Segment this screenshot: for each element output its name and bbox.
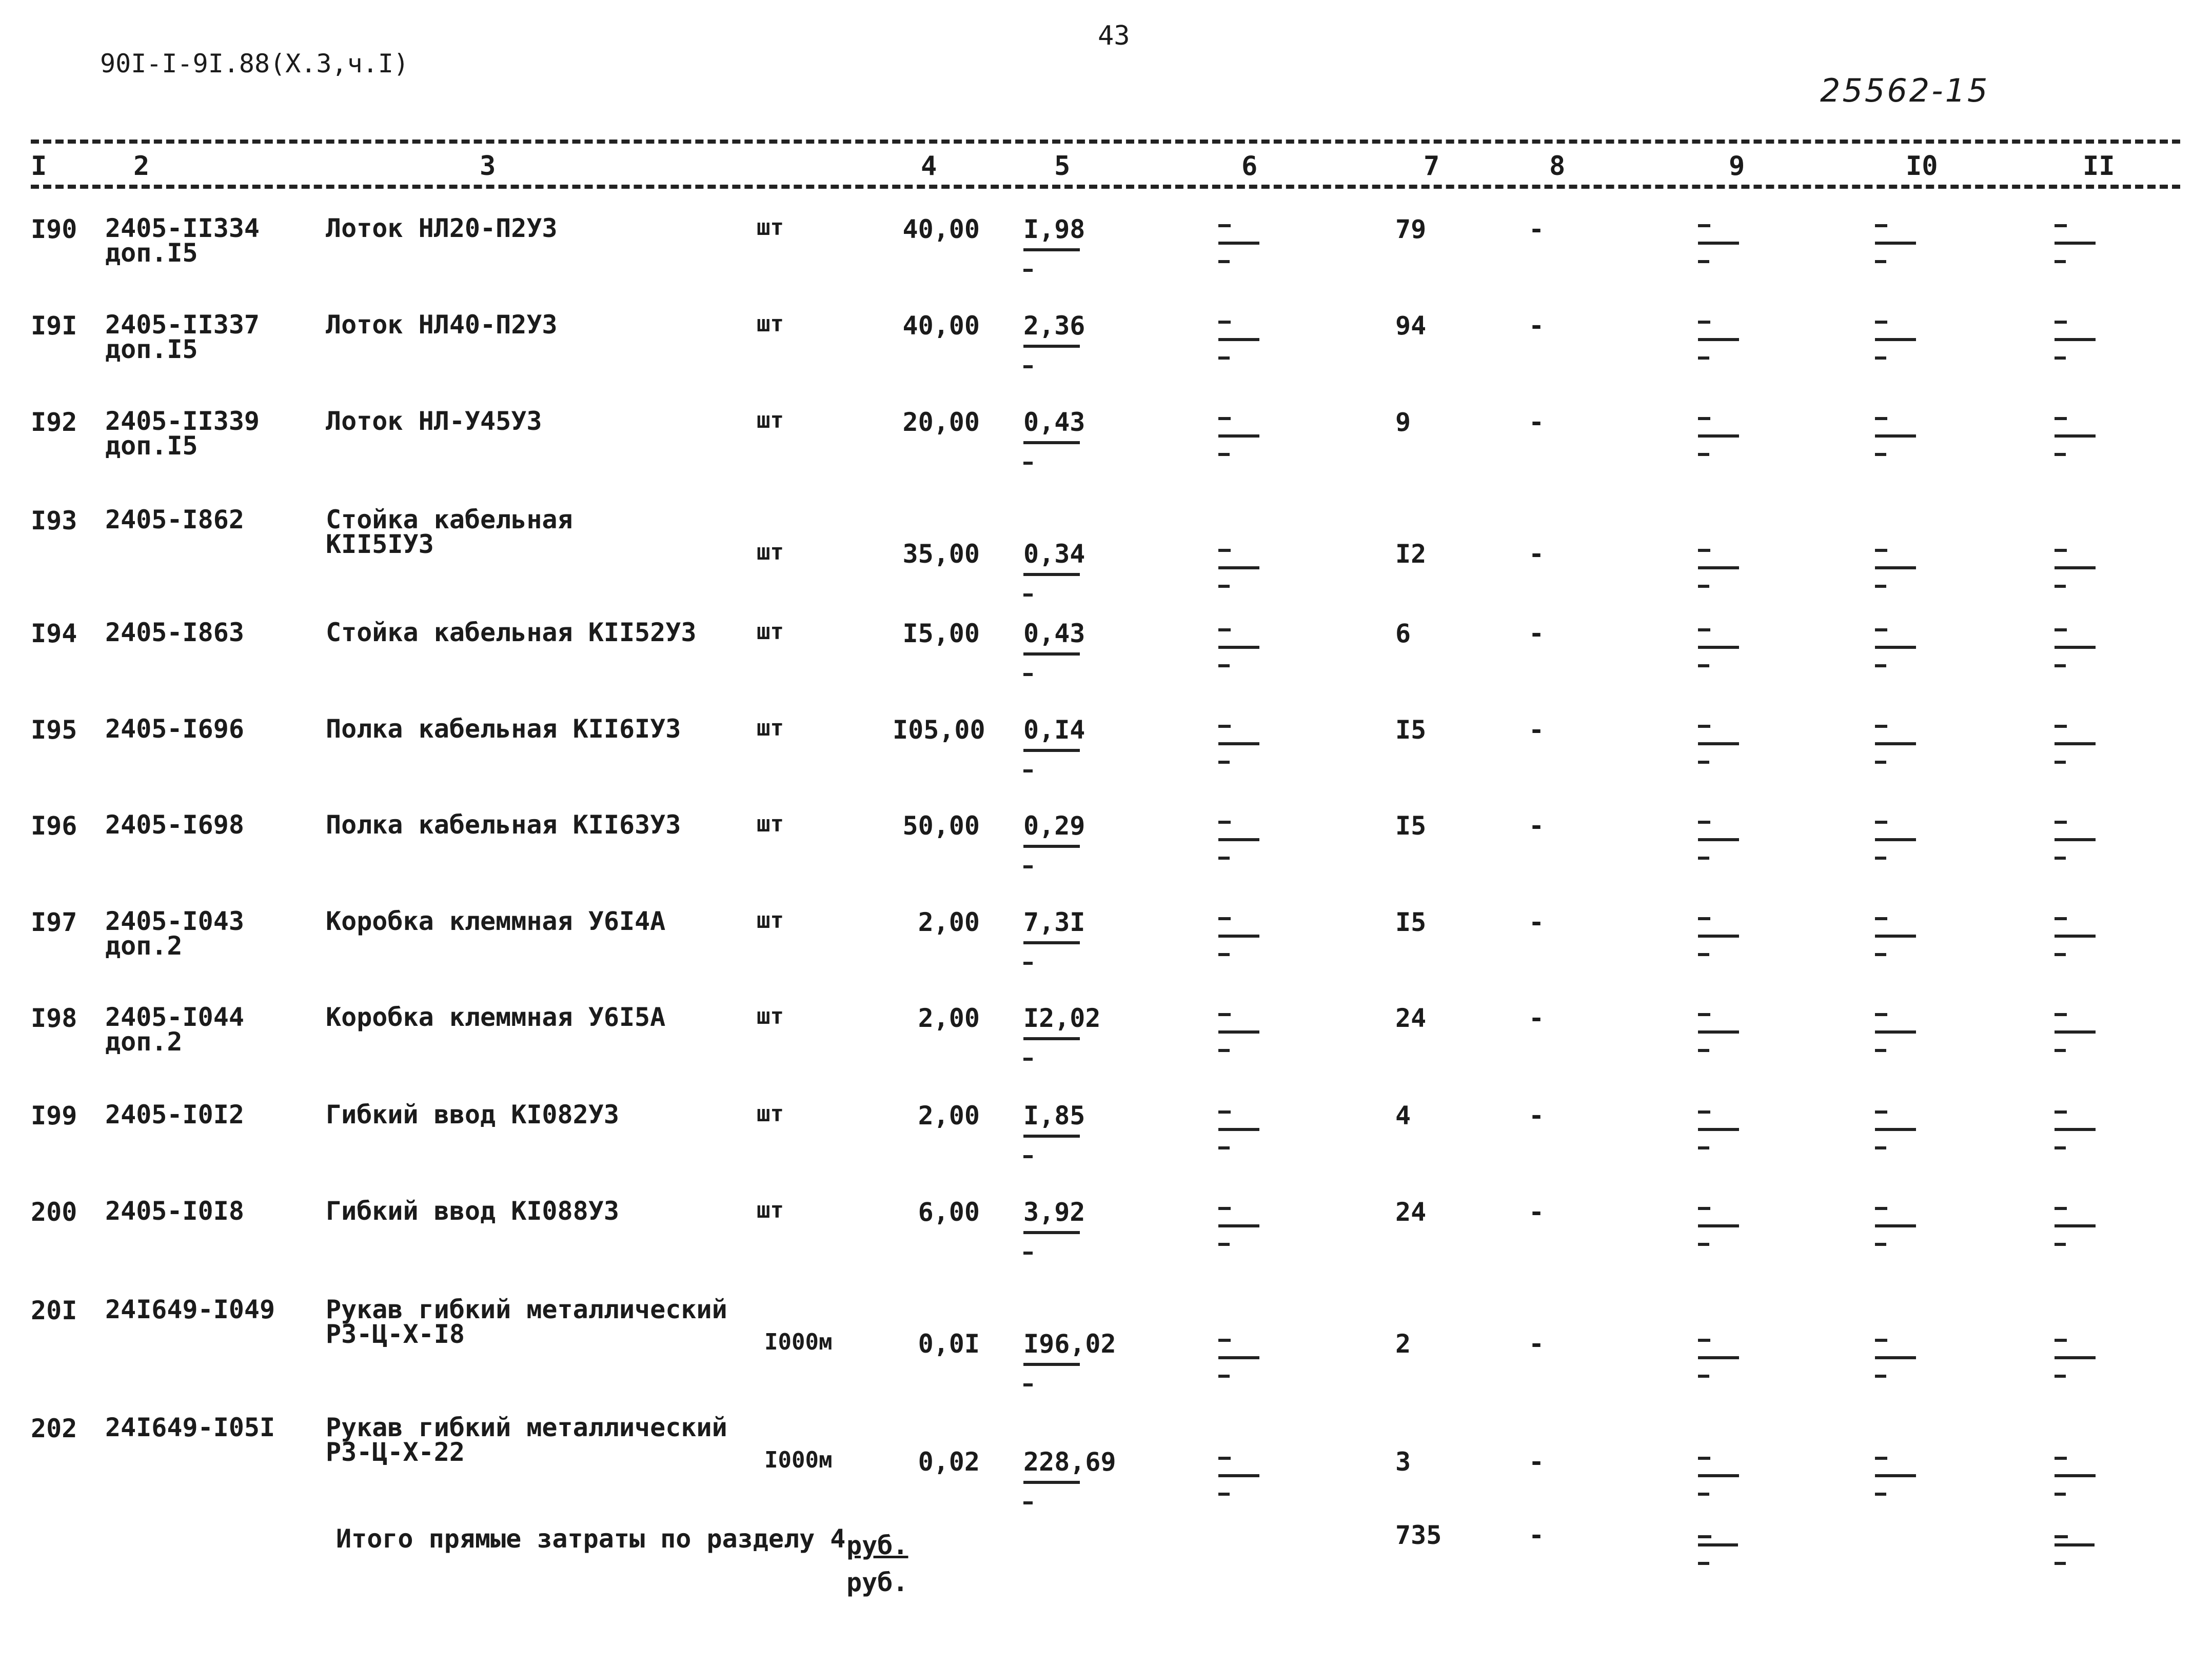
item-code xyxy=(105,1413,275,1442)
quantity: I5,00 xyxy=(902,619,980,648)
item-code-main: 2405-I863 xyxy=(105,618,244,647)
col-header-8: 8 xyxy=(1549,151,1566,182)
col-header-9: 9 xyxy=(1729,151,1745,182)
total-cost: 24 xyxy=(1395,1197,1427,1227)
row-number: I9I xyxy=(31,311,77,341)
unit: шт xyxy=(757,1197,784,1223)
total-cost: 2 xyxy=(1395,1329,1411,1359)
col-header-3: 3 xyxy=(480,151,496,182)
unit-price: 0,43 xyxy=(1023,619,1085,648)
item-name-line-1: Коробка клеммная У6I5А xyxy=(326,1002,666,1032)
total-cost: 6 xyxy=(1395,619,1411,648)
item-code xyxy=(105,810,244,840)
col-8-value: - xyxy=(1529,1329,1545,1359)
item-name xyxy=(326,1295,727,1349)
page-number: 43 xyxy=(1098,21,1130,51)
col-8-value: - xyxy=(1529,539,1545,569)
item-name-line-1: Полка кабельная КII6IУЗ xyxy=(326,714,681,744)
quantity: 50,00 xyxy=(902,811,980,841)
quantity: 40,00 xyxy=(902,311,980,341)
row-number: I99 xyxy=(31,1101,77,1131)
row-number: I96 xyxy=(31,811,77,841)
document-code: 90I-I-9I.88(X.3,ч.I) xyxy=(100,49,409,78)
row-number: I93 xyxy=(31,506,77,536)
item-name-line-1: Лоток НЛ20-П2УЗ xyxy=(326,213,558,243)
item-code-main: 2405-II337 xyxy=(105,310,260,340)
item-code xyxy=(105,618,244,647)
row-number: 200 xyxy=(31,1197,77,1227)
inventory-number: 25562-15 xyxy=(1820,72,1990,109)
unit-price: 3,92 xyxy=(1023,1197,1085,1227)
unit-price: I2,02 xyxy=(1023,1003,1101,1033)
quantity: I05,00 xyxy=(893,715,985,745)
item-code-suffix: доп.2 xyxy=(105,1026,183,1057)
item-code xyxy=(105,213,260,268)
item-name-line-2: КII5IУЗ xyxy=(326,529,434,559)
col-header-11: II xyxy=(2083,151,2115,182)
quantity: 0,02 xyxy=(918,1447,980,1477)
unit: шт xyxy=(757,1003,784,1029)
quantity: 2,00 xyxy=(918,907,980,937)
item-name xyxy=(326,1413,727,1467)
summary-label: Итого прямые затраты по разделу 4 xyxy=(336,1524,846,1554)
item-code-suffix: доп.2 xyxy=(105,930,183,961)
summary-unit-2: руб. xyxy=(846,1568,908,1597)
item-name xyxy=(326,1002,666,1032)
unit: I000м xyxy=(764,1329,833,1355)
row-number: 202 xyxy=(31,1414,77,1443)
unit-price: 228,69 xyxy=(1023,1447,1116,1477)
item-name-line-1: Коробка клеммная У6I4А xyxy=(326,906,666,936)
item-name xyxy=(326,1100,619,1129)
item-code-main: 2405-I0I2 xyxy=(105,1100,244,1129)
total-cost: I5 xyxy=(1395,715,1427,745)
row-number: I97 xyxy=(31,907,77,937)
quantity: 2,00 xyxy=(918,1003,980,1033)
item-name-line-2: РЗ-Ц-Х-I8 xyxy=(326,1319,465,1349)
total-cost: 94 xyxy=(1395,311,1427,341)
item-name xyxy=(326,505,573,559)
item-name xyxy=(326,310,558,340)
total-cost: 3 xyxy=(1395,1447,1411,1477)
item-code xyxy=(105,1295,275,1324)
unit-price: I96,02 xyxy=(1023,1329,1116,1359)
unit-price: I,98 xyxy=(1023,214,1085,244)
unit-price: 0,34 xyxy=(1023,539,1085,569)
item-code xyxy=(105,1100,244,1129)
quantity: 35,00 xyxy=(902,539,980,569)
item-name xyxy=(326,213,558,243)
item-name xyxy=(326,1196,619,1226)
item-name xyxy=(326,406,542,436)
item-name xyxy=(326,810,681,840)
header-bottom-rule xyxy=(31,185,2180,189)
summary-unit-1: руб. xyxy=(846,1531,908,1560)
unit: шт xyxy=(757,715,784,741)
item-code xyxy=(105,714,244,744)
item-code-main: 24I649-I05I xyxy=(105,1413,275,1442)
col-header-5: 5 xyxy=(1054,151,1071,182)
col-8-value: - xyxy=(1529,1197,1545,1227)
unit: I000м xyxy=(764,1447,833,1473)
unit-price: 0,29 xyxy=(1023,811,1085,841)
quantity: 40,00 xyxy=(902,214,980,244)
item-code-main: 2405-I043 xyxy=(105,906,244,936)
total-cost: I5 xyxy=(1395,811,1427,841)
total-cost: 9 xyxy=(1395,407,1411,437)
unit: шт xyxy=(757,214,784,241)
item-name-line-2: РЗ-Ц-Х-22 xyxy=(326,1437,465,1467)
col-8-value: - xyxy=(1529,214,1545,244)
item-name xyxy=(326,714,681,744)
row-number: 20I xyxy=(31,1296,77,1325)
header-top-rule xyxy=(31,140,2180,144)
item-code-suffix: доп.I5 xyxy=(105,237,198,268)
item-name-line-1: Стойка кабельная xyxy=(326,505,573,534)
summary-col-8: - xyxy=(1529,1520,1545,1550)
col-header-1: I xyxy=(31,151,47,182)
row-number: I92 xyxy=(31,407,77,437)
unit: шт xyxy=(757,407,784,433)
item-name-line-1: Гибкий ввод КI082УЗ xyxy=(326,1100,619,1129)
item-code-suffix: доп.I5 xyxy=(105,430,198,461)
item-code-main: 2405-I0I8 xyxy=(105,1196,244,1226)
unit-price: 7,3I xyxy=(1023,907,1085,937)
col-header-2: 2 xyxy=(133,151,150,182)
item-code-main: 2405-I698 xyxy=(105,810,244,840)
col-header-7: 7 xyxy=(1424,151,1440,182)
total-cost: I2 xyxy=(1395,539,1427,569)
col-header-6: 6 xyxy=(1241,151,1258,182)
item-code-main: 2405-II334 xyxy=(105,213,260,243)
row-number: I98 xyxy=(31,1003,77,1033)
unit-price: 0,I4 xyxy=(1023,715,1085,745)
col-8-value: - xyxy=(1529,715,1545,745)
item-code xyxy=(105,1196,244,1226)
item-name xyxy=(326,906,666,936)
item-code xyxy=(105,406,260,461)
item-code-suffix: доп.I5 xyxy=(105,334,198,364)
quantity: 2,00 xyxy=(918,1101,980,1131)
col-8-value: - xyxy=(1529,1447,1545,1477)
item-name-line-1: Лоток НЛ40-П2УЗ xyxy=(326,310,558,340)
unit: шт xyxy=(757,1101,784,1127)
item-code-main: 2405-II339 xyxy=(105,406,260,436)
col-8-value: - xyxy=(1529,811,1545,841)
item-code xyxy=(105,310,260,364)
col-header-4: 4 xyxy=(921,151,937,182)
item-code-main: 2405-I862 xyxy=(105,505,244,534)
quantity: 20,00 xyxy=(902,407,980,437)
item-code-main: 2405-I696 xyxy=(105,714,244,744)
col-8-value: - xyxy=(1529,1101,1545,1131)
col-8-value: - xyxy=(1529,311,1545,341)
total-cost: I5 xyxy=(1395,907,1427,937)
item-name-line-1: Рукав гибкий металлический xyxy=(326,1413,727,1442)
total-cost: 24 xyxy=(1395,1003,1427,1033)
item-name xyxy=(326,618,697,647)
unit-price: 0,43 xyxy=(1023,407,1085,437)
unit: шт xyxy=(757,907,784,934)
row-number: I94 xyxy=(31,619,77,648)
item-name-line-1: Лоток НЛ-У45УЗ xyxy=(326,406,542,436)
summary-total: 735 xyxy=(1395,1520,1442,1550)
item-code xyxy=(105,505,244,534)
item-code xyxy=(105,906,244,961)
item-code-main: 24I649-I049 xyxy=(105,1295,275,1324)
col-8-value: - xyxy=(1529,907,1545,937)
unit: шт xyxy=(757,311,784,337)
col-header-10: I0 xyxy=(1906,151,1938,182)
item-code-main: 2405-I044 xyxy=(105,1002,244,1032)
item-name-line-1: Рукав гибкий металлический xyxy=(326,1295,727,1324)
total-cost: 79 xyxy=(1395,214,1427,244)
row-number: I95 xyxy=(31,715,77,745)
unit-price: I,85 xyxy=(1023,1101,1085,1131)
item-name-line-1: Стойка кабельная КII52УЗ xyxy=(326,618,697,647)
unit: шт xyxy=(757,619,784,645)
col-8-value: - xyxy=(1529,1003,1545,1033)
item-code xyxy=(105,1002,244,1057)
col-8-value: - xyxy=(1529,407,1545,437)
unit: шт xyxy=(757,539,784,565)
quantity: 0,0I xyxy=(918,1329,980,1359)
unit: шт xyxy=(757,811,784,837)
col-8-value: - xyxy=(1529,619,1545,648)
unit-price: 2,36 xyxy=(1023,311,1085,341)
item-name-line-1: Полка кабельная КII63УЗ xyxy=(326,810,681,840)
quantity: 6,00 xyxy=(918,1197,980,1227)
row-number: I90 xyxy=(31,214,77,244)
item-name-line-1: Гибкий ввод КI088УЗ xyxy=(326,1196,619,1226)
total-cost: 4 xyxy=(1395,1101,1411,1131)
